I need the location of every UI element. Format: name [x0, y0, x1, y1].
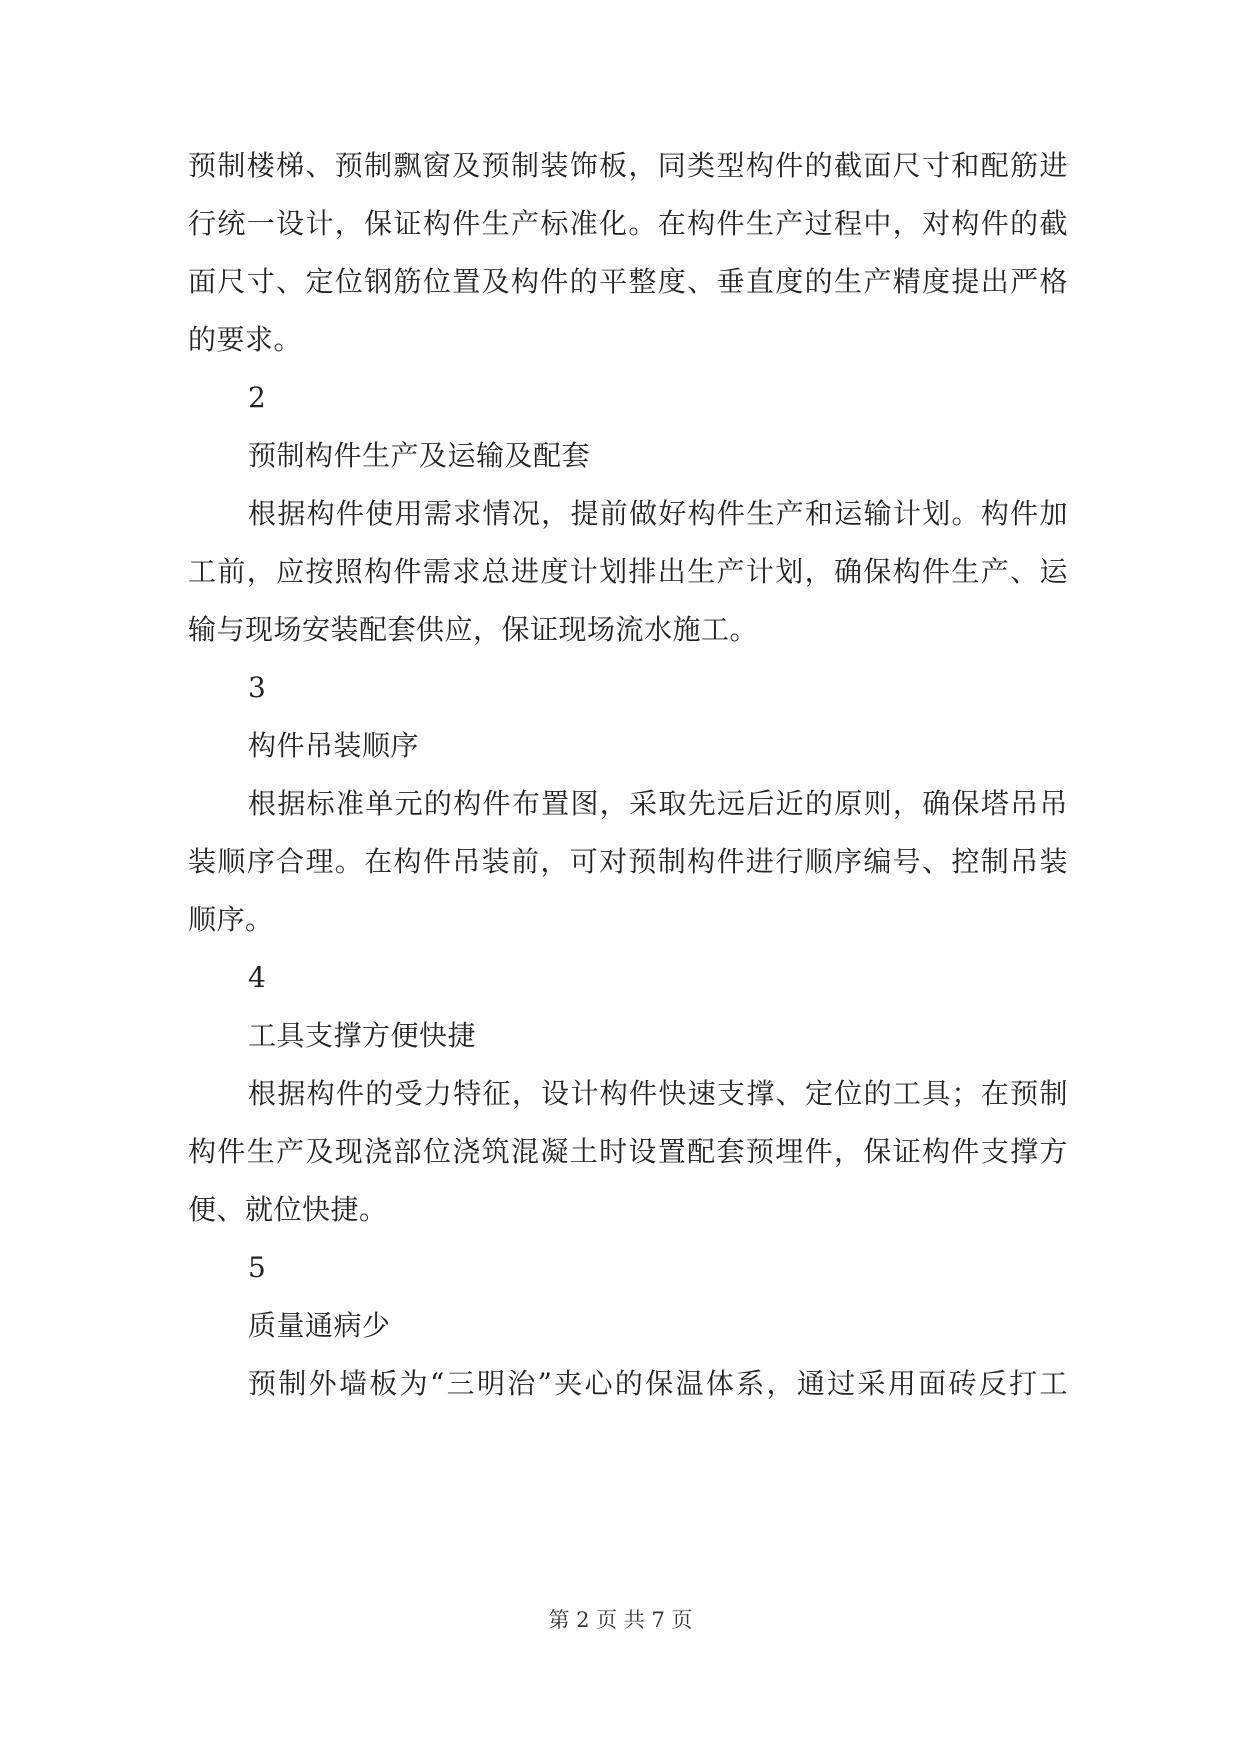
page-footer: 第 2 页 共 7 页	[548, 1608, 693, 1632]
paragraph-line: 根据构件的受力特征，设计构件快速支撑、定位的工具；在预制	[248, 1077, 1068, 1110]
section-number: 5	[248, 1251, 267, 1284]
paragraph-line: 顺序。	[188, 903, 274, 936]
paragraph-line: 构件生产及现浇部位浇筑混凝土时设置配套预埋件，保证构件支撑方	[188, 1135, 1068, 1168]
paragraph-line: 预制外墙板为“三明治”夹心的保温体系，通过采用面砖反打工	[248, 1367, 1068, 1400]
paragraph-line: 行统一设计，保证构件生产标准化。在构件生产过程中，对构件的截	[188, 207, 1068, 240]
section-number: 4	[248, 961, 267, 994]
paragraph-line: 的要求。	[188, 323, 303, 356]
paragraph-line: 输与现场安装配套供应，保证现场流水施工。	[188, 613, 759, 646]
paragraph-line: 便、就位快捷。	[188, 1193, 388, 1226]
paragraph-line: 工前，应按照构件需求总进度计划排出生产计划，确保构件生产、运	[188, 555, 1068, 588]
paragraph-line: 预制楼梯、预制飘窗及预制装饰板，同类型构件的截面尺寸和配筋进	[188, 149, 1068, 182]
section-heading: 构件吊装顺序	[248, 729, 420, 762]
paragraph-line: 面尺寸、定位钢筋位置及构件的平整度、垂直度的生产精度提出严格	[188, 265, 1068, 298]
section-heading: 质量通病少	[248, 1309, 391, 1342]
section-number: 3	[248, 671, 267, 704]
paragraph-line: 根据标准单元的构件布置图，采取先远后近的原则，确保塔吊吊	[248, 787, 1068, 820]
section-heading: 工具支撑方便快捷	[248, 1019, 477, 1052]
section-number: 2	[248, 381, 267, 414]
section-heading: 预制构件生产及运输及配套	[248, 439, 591, 472]
paragraph-line: 装顺序合理。在构件吊装前，可对预制构件进行顺序编号、控制吊装	[188, 845, 1068, 878]
paragraph-line: 根据构件使用需求情况，提前做好构件生产和运输计划。构件加	[248, 497, 1068, 530]
